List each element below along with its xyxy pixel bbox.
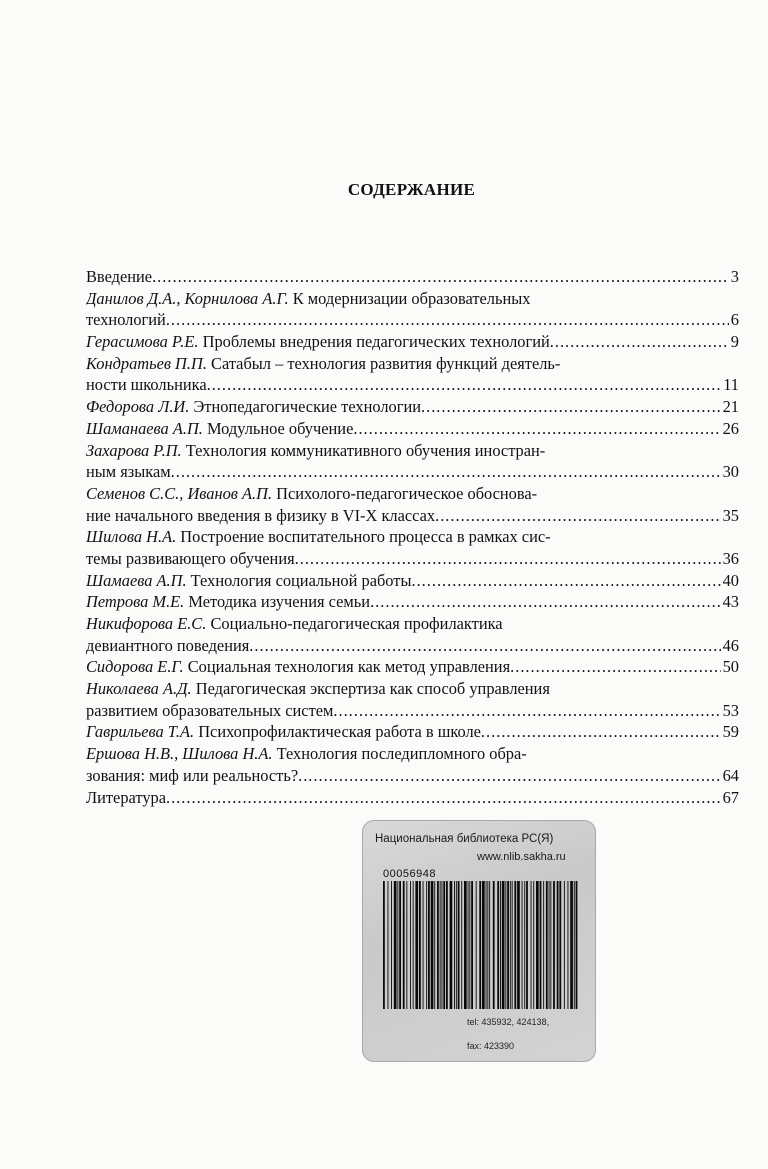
- toc-entry-title-continuation: ности школьника: [86, 375, 207, 395]
- dot-leader: [510, 656, 720, 678]
- toc-entry: [86, 396, 739, 418]
- toc-entry-page: 43: [722, 592, 739, 612]
- toc-entry-page: 53: [722, 700, 739, 720]
- toc-entry-page: 40: [722, 570, 739, 590]
- toc-entry-title: Построение воспитательного процесса в рамках сис-: [180, 527, 551, 547]
- barcode-bar: [464, 881, 467, 1009]
- toc-entry: [86, 266, 739, 288]
- toc-entry-title-continuation: темы развивающего обучения: [86, 548, 295, 568]
- barcode-bar: [540, 881, 542, 1009]
- toc-entry-title: Социальная технология как метод управления: [187, 657, 511, 677]
- dot-leader: [171, 461, 721, 483]
- toc-entry-page: 67: [722, 787, 739, 807]
- toc-entry-page: 35: [722, 505, 739, 525]
- barcode-bar: [574, 881, 575, 1009]
- toc-entry-authors: Никифорова Е.С.: [86, 614, 207, 633]
- toc-entry-authors: Шаманаева А.П.: [86, 418, 203, 438]
- barcode-bar: [550, 881, 551, 1009]
- barcode-bar: [507, 881, 509, 1009]
- barcode-bar: [487, 881, 488, 1009]
- barcode-bar: [410, 881, 411, 1009]
- toc-entry-title-continuation: девиантного поведения: [86, 635, 250, 655]
- barcode-bar: [482, 881, 485, 1009]
- barcode-bar: [522, 881, 523, 1009]
- toc-entry-authors: Семенов С.С., Иванов А.П.: [86, 483, 273, 503]
- barcode-bar: [505, 881, 506, 1009]
- barcode-bar: [397, 881, 398, 1009]
- toc-entry-title: Технология социальной работы: [190, 570, 412, 590]
- toc-entry-title: Литература: [86, 787, 166, 807]
- barcode-bar: [406, 881, 407, 1009]
- toc-entry: [86, 591, 739, 613]
- barcode-bar: [456, 881, 457, 1009]
- page-title: СОДЕРЖАНИЕ: [347, 180, 476, 199]
- barcode-bar: [489, 881, 490, 1009]
- toc-entry-title: К модернизации образовательных: [292, 288, 531, 308]
- barcode-bar: [419, 881, 421, 1009]
- barcode-bar: [570, 881, 573, 1009]
- barcode-bar: [383, 881, 385, 1009]
- toc-entry-page: 11: [723, 375, 739, 395]
- toc-entry-authors: Захарова Р.П.: [86, 440, 182, 460]
- barcode-bar: [403, 881, 405, 1009]
- toc-entry-authors: Николаева А.Д.: [86, 679, 192, 699]
- barcode-bar: [434, 881, 435, 1009]
- toc-entry-page: 9: [730, 332, 739, 352]
- barcode-bar: [510, 881, 511, 1009]
- toc-entry-continuation: [86, 700, 739, 722]
- dot-leader: [411, 570, 720, 592]
- toc-entry: [86, 678, 739, 700]
- barcode-bar: [479, 881, 481, 1009]
- barcode-bar: [413, 881, 414, 1009]
- toc-entry-title: Введение: [86, 267, 153, 286]
- toc-entry-authors: Герасимова Р.Е.: [86, 332, 199, 352]
- barcode-bar: [399, 881, 401, 1009]
- barcode-bar: [517, 881, 520, 1009]
- library-phone: tel: 435932, 424138,: [467, 1017, 550, 1027]
- toc-entry-page: 50: [722, 657, 739, 677]
- barcode-bar: [423, 881, 424, 1009]
- toc-entry-page: 59: [722, 722, 739, 742]
- barcode-bar: [557, 881, 559, 1009]
- toc-entry: [86, 526, 739, 548]
- barcode-bar: [446, 881, 448, 1009]
- dot-leader: [435, 505, 721, 527]
- toc-entry-title: Проблемы внедрения педагогических технологий: [202, 332, 550, 352]
- toc-entry-page: 30: [722, 462, 739, 482]
- toc-entry-title-continuation: зования: миф или реальность?: [86, 765, 299, 785]
- barcode-bar: [553, 881, 555, 1009]
- barcode-bar: [443, 881, 445, 1009]
- toc-entry-authors: Гаврильева Т.А.: [86, 722, 195, 742]
- barcode-bar: [428, 881, 430, 1009]
- barcode-bar: [549, 881, 550, 1009]
- barcode-bar: [546, 881, 548, 1009]
- barcode-image: [381, 881, 581, 1009]
- toc-entry-continuation: [86, 374, 739, 396]
- toc-entry-authors: Сидорова Е.Г.: [86, 657, 184, 677]
- toc-entry-title: Педагогическая экспертиза как способ управления: [195, 679, 550, 699]
- dot-leader: [249, 635, 720, 657]
- toc-entry-page: 21: [722, 397, 739, 417]
- toc-entry: [86, 353, 739, 375]
- toc-entry: [86, 483, 739, 505]
- toc-entry-title: Психопрофилактическая работа в школе: [198, 722, 481, 742]
- toc-entry-authors: Шамаева А.П.: [86, 570, 187, 590]
- toc-entry-continuation: [86, 548, 739, 570]
- toc-entry-page: 36: [722, 548, 739, 568]
- toc-entry-authors: Шилова Н.А.: [86, 527, 177, 547]
- barcode-bar: [454, 881, 455, 1009]
- toc-entry-continuation: [86, 309, 739, 331]
- library-name: Национальная библиотека РС(Я): [375, 833, 554, 845]
- table-of-contents: [86, 266, 739, 808]
- toc-entry-title-continuation: развитием образовательных систем: [86, 700, 334, 720]
- barcode-bar: [524, 881, 525, 1009]
- toc-entry: [86, 656, 739, 678]
- dot-leader: [353, 418, 720, 440]
- dot-leader: [333, 700, 720, 722]
- toc-entry-title: Технология коммуникативного обучения иностран-: [185, 440, 546, 460]
- toc-entry-continuation: [86, 505, 739, 527]
- toc-entry-authors: Кондратьев П.П.: [86, 353, 207, 373]
- dot-leader: [152, 266, 729, 288]
- barcode-bar: [450, 881, 453, 1009]
- toc-entry-authors: Данилов Д.А., Корнилова А.Г.: [86, 288, 289, 308]
- toc-entry-title: Технология последипломного обра-: [276, 744, 527, 764]
- barcode-bar: [559, 881, 561, 1009]
- toc-entry-continuation: [86, 635, 739, 657]
- dot-leader: [550, 331, 729, 353]
- library-stamp: [362, 820, 596, 1062]
- toc-entry: [86, 743, 739, 765]
- toc-entry: [86, 613, 739, 635]
- barcode-bar: [437, 881, 439, 1009]
- barcode-bar: [536, 881, 539, 1009]
- toc-entry: [86, 288, 739, 310]
- dot-leader: [298, 765, 721, 787]
- toc-entry-title: Сатабыл – технология развития функций деятель-: [211, 353, 561, 373]
- barcode-bar: [543, 881, 544, 1009]
- barcode-bar: [493, 881, 495, 1009]
- barcode-bar: [526, 881, 528, 1009]
- barcode-bar: [388, 881, 389, 1009]
- barcode-bar: [469, 881, 470, 1009]
- toc-entry-title: Этнопедагогические технологии: [193, 397, 421, 417]
- barcode-bar: [497, 881, 499, 1009]
- barcode-bar: [531, 881, 532, 1009]
- dot-leader: [166, 787, 721, 809]
- toc-entry: [86, 440, 739, 462]
- dot-leader: [370, 591, 721, 613]
- barcode-bar: [512, 881, 513, 1009]
- barcode-bar: [486, 881, 487, 1009]
- barcode-bar: [391, 881, 392, 1009]
- toc-entry-title-continuation: технологий: [86, 310, 166, 330]
- barcode-bar: [471, 881, 473, 1009]
- barcode-bar: [502, 881, 505, 1009]
- toc-entry: [86, 418, 739, 440]
- toc-entry-page: 3: [730, 267, 739, 286]
- toc-entry-page: 64: [722, 765, 739, 785]
- toc-entry-authors: Федорова Л.И.: [86, 397, 190, 417]
- barcode-bar: [394, 881, 397, 1009]
- library-website: www.nlib.sakha.ru: [477, 851, 566, 863]
- barcode-bar: [431, 881, 434, 1009]
- barcode-bar: [415, 881, 418, 1009]
- toc-entry-page: 26: [722, 418, 739, 438]
- toc-entry-title: Модульное обучение: [207, 418, 354, 438]
- toc-entry-title: Методика изучения семьи: [188, 592, 371, 612]
- dot-leader: [421, 396, 721, 418]
- barcode-bar: [533, 881, 534, 1009]
- toc-entry-page: 46: [722, 635, 739, 655]
- toc-entry-authors: Ершова Н.В., Шилова Н.А.: [86, 744, 273, 764]
- barcode-bar: [440, 881, 441, 1009]
- library-fax: fax: 423390: [467, 1041, 515, 1051]
- toc-entry-title-continuation: ние начального введения в физику в VI-X классах: [86, 505, 436, 525]
- toc-entry-title: Социально-педагогическая профилактика: [210, 614, 503, 633]
- toc-entry: [86, 331, 739, 353]
- barcode-bar: [476, 881, 477, 1009]
- dot-leader: [481, 721, 721, 743]
- toc-entry-authors: Петрова М.Е.: [86, 592, 185, 612]
- toc-entry-title: Психолого-педагогическое обоснова-: [276, 483, 538, 503]
- dot-leader: [166, 309, 729, 331]
- barcode-bar: [576, 881, 578, 1009]
- toc-entry-page: 6: [730, 310, 739, 330]
- barcode-bar: [461, 881, 462, 1009]
- dot-leader: [207, 374, 722, 396]
- barcode-bar: [468, 881, 469, 1009]
- barcode-bar: [442, 881, 443, 1009]
- toc-entry: [86, 570, 739, 592]
- barcode-bar: [500, 881, 501, 1009]
- barcode-bar: [564, 881, 565, 1009]
- barcode-bar: [458, 881, 460, 1009]
- barcode-bar: [514, 881, 516, 1009]
- inventory-code: 00056948: [383, 868, 436, 880]
- barcode-bar: [426, 881, 427, 1009]
- toc-entry-continuation: [86, 765, 739, 787]
- toc-entry-continuation: [86, 461, 739, 483]
- toc-entry: [86, 721, 739, 743]
- barcode-bar: [568, 881, 569, 1009]
- toc-entry: [86, 787, 739, 809]
- toc-entry-title-continuation: ным языкам: [86, 462, 171, 482]
- dot-leader: [295, 548, 721, 570]
